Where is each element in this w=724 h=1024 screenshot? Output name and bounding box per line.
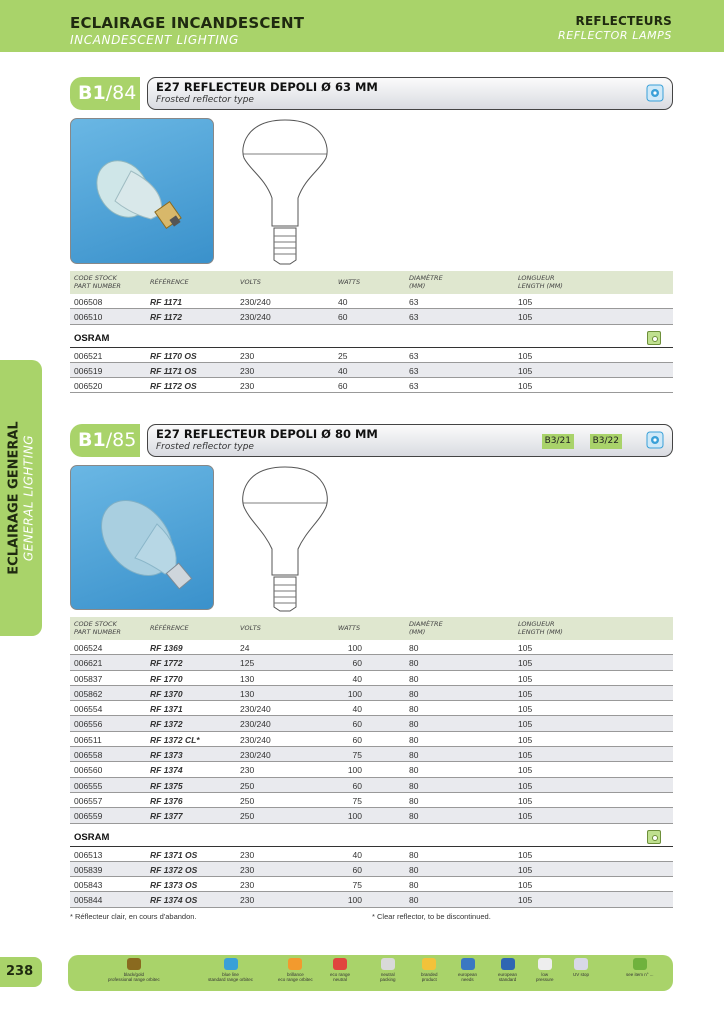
legend-icon — [422, 958, 436, 970]
col-stock — [74, 620, 121, 636]
cell-stock: 005839 — [74, 864, 103, 875]
cell-volts: 230 — [240, 864, 255, 875]
col-stock-label: CODE STOCK — [74, 620, 117, 628]
legend-label: black/gold — [123, 972, 145, 977]
legend-icon — [633, 958, 647, 970]
bulb-outline-drawing — [240, 118, 330, 266]
brand-table-body — [70, 348, 673, 394]
legend-item — [108, 958, 160, 982]
table-row — [70, 378, 673, 393]
cell-length: 105 — [518, 750, 533, 761]
col-part-label: PART NUMBER — [74, 628, 121, 636]
section-title-bar — [147, 424, 673, 457]
legend-label: low — [541, 972, 549, 977]
cell-stock: 005844 — [74, 895, 103, 906]
legend-label: branded — [421, 972, 438, 977]
cell-ref: RF 1372 OS — [150, 864, 198, 875]
code-prefix: B1 — [78, 82, 106, 104]
table-row — [70, 640, 673, 655]
col-diam-label: DIAMÈTRE — [409, 274, 443, 282]
cell-stock: 006520 — [74, 381, 103, 392]
legend-sublabel: needs — [461, 977, 474, 982]
legend-icon — [538, 958, 552, 970]
cell-length: 105 — [518, 895, 533, 906]
table-row — [70, 732, 673, 747]
cell-stock: 006513 — [74, 849, 103, 860]
col-diam — [409, 620, 443, 636]
legend-sublabel: professional range orbitec — [108, 977, 160, 982]
cell-watts: 60 — [352, 719, 362, 730]
cell-diam: 63 — [409, 381, 419, 392]
cell-length: 105 — [518, 297, 533, 307]
legend-item — [626, 958, 654, 977]
table-row — [70, 701, 673, 716]
cell-stock: 005862 — [74, 688, 103, 699]
legend-bar — [68, 955, 673, 991]
legend-sublabel: packing — [380, 977, 396, 982]
cell-length: 105 — [518, 673, 533, 684]
cell-diam: 80 — [409, 643, 419, 653]
legend-item — [380, 958, 396, 982]
cell-volts: 24 — [240, 643, 250, 653]
table-row — [70, 793, 673, 808]
cell-volts: 230 — [240, 365, 255, 376]
cell-diam: 80 — [409, 811, 419, 822]
reflector-bulb-photo-icon — [71, 119, 214, 264]
cell-volts: 230 — [240, 849, 255, 860]
cell-volts: 230 — [240, 880, 255, 891]
cell-length: 105 — [518, 312, 533, 323]
blue-line-icon — [646, 431, 664, 449]
page-number: 238 — [0, 957, 42, 987]
legend-sublabel: standard range orbitec — [208, 977, 254, 982]
cell-ref: RF 1369 — [150, 643, 183, 653]
legend-sublabel: pressure — [536, 977, 554, 982]
cell-diam: 80 — [409, 895, 419, 906]
col-watts: WATTS — [338, 624, 361, 632]
cell-ref: RF 1772 — [150, 658, 183, 669]
table-row — [70, 716, 673, 731]
header-category-en: REFLECTOR LAMPS — [558, 29, 672, 42]
col-length — [518, 620, 563, 636]
cell-volts: 250 — [240, 795, 255, 806]
cell-length: 105 — [518, 381, 533, 392]
cell-ref: RF 1374 — [150, 765, 183, 776]
cell-diam: 63 — [409, 312, 419, 323]
cell-ref: RF 1373 OS — [150, 880, 198, 891]
cell-diam: 80 — [409, 734, 419, 745]
legend-item — [421, 958, 438, 982]
table-row — [70, 363, 673, 378]
side-tab — [0, 360, 42, 636]
table-row — [70, 778, 673, 793]
cell-stock: 006556 — [74, 719, 103, 730]
col-diam-unit: (MM) — [409, 628, 426, 636]
cell-watts: 60 — [338, 312, 348, 323]
header-title-en: INCANDESCENT LIGHTING — [70, 33, 239, 47]
table-body — [70, 294, 673, 325]
table-row — [70, 808, 673, 823]
header-category-block — [558, 14, 672, 42]
header-title-block — [70, 14, 304, 47]
side-tab-fr: ECLAIRAGE GENERAL — [6, 421, 22, 575]
legend-sublabel: product — [421, 977, 437, 982]
cell-watts: 40 — [352, 704, 362, 715]
section-title: E27 REFLECTEUR DEPOLI Ø 63 MM — [156, 80, 378, 94]
legend-icon — [127, 958, 141, 970]
cell-diam: 63 — [409, 350, 419, 361]
side-tab-text — [7, 421, 36, 574]
cell-volts: 125 — [240, 658, 255, 669]
brand-icon — [647, 830, 661, 844]
col-stock — [74, 274, 121, 290]
table-row — [70, 862, 673, 877]
cell-watts: 60 — [352, 658, 362, 669]
brand-name: OSRAM — [74, 332, 110, 344]
cell-stock: 006511 — [74, 734, 102, 745]
cell-volts: 250 — [240, 780, 255, 791]
cell-watts: 60 — [352, 734, 362, 745]
cell-diam: 80 — [409, 750, 419, 761]
cell-stock: 006508 — [74, 297, 103, 307]
table-row — [70, 747, 673, 762]
cell-stock: 006559 — [74, 811, 103, 822]
table-row — [70, 348, 673, 363]
col-length-label: LONGUEUR — [518, 620, 555, 628]
col-diam-label: DIAMÈTRE — [409, 620, 443, 628]
cell-volts: 250 — [240, 811, 255, 822]
section-code-badge — [70, 77, 140, 110]
cell-volts: 130 — [240, 673, 255, 684]
cell-ref: RF 1171 OS — [150, 365, 197, 376]
cell-ref: RF 1372 — [150, 719, 183, 730]
col-length-label: LONGUEUR — [518, 274, 555, 282]
cell-watts: 25 — [338, 350, 348, 361]
cell-watts: 60 — [338, 381, 348, 392]
cell-length: 105 — [518, 880, 533, 891]
cell-ref: RF 1372 CL* — [150, 734, 200, 745]
col-length-en: LENGTH (MM) — [518, 628, 563, 636]
legend-icon — [501, 958, 515, 970]
section-subtitle: Frosted reflector type — [156, 95, 254, 105]
cell-diam: 80 — [409, 673, 419, 684]
legend-icon — [461, 958, 475, 970]
brand-name: OSRAM — [74, 831, 110, 843]
legend-item — [573, 958, 589, 977]
cell-ref: RF 1172 — [150, 312, 182, 323]
legend-icon — [574, 958, 588, 970]
table-section-1 — [70, 271, 673, 393]
legend-item — [208, 958, 253, 982]
legend-label: european — [458, 972, 478, 977]
cell-length: 105 — [518, 643, 533, 653]
cell-ref: RF 1171 — [150, 297, 182, 307]
col-diam-unit: (MM) — [409, 282, 426, 290]
legend-item — [278, 958, 313, 982]
col-part-label: PART NUMBER — [74, 282, 121, 290]
cell-watts: 100 — [347, 765, 362, 776]
cell-volts: 230/240 — [240, 312, 271, 323]
table-row — [70, 294, 673, 309]
legend-sublabel: eco range orbitec — [278, 977, 313, 982]
cell-length: 105 — [518, 719, 533, 730]
cell-volts: 230/240 — [240, 297, 271, 307]
cell-watts: 100 — [347, 643, 362, 653]
cell-diam: 80 — [409, 795, 419, 806]
legend-label: see item n° ... — [626, 972, 654, 977]
cell-watts: 40 — [352, 673, 362, 684]
cell-stock: 005837 — [74, 673, 103, 684]
product-photo — [70, 465, 214, 610]
col-ref: RÉFÉRENCE — [150, 278, 189, 286]
col-stock-label: CODE STOCK — [74, 274, 117, 282]
reflector-bulb-photo-icon — [71, 466, 214, 610]
cell-stock: 006555 — [74, 780, 103, 791]
section-title: E27 REFLECTEUR DEPOLI Ø 80 MM — [156, 427, 378, 441]
cell-ref: RF 1770 — [150, 673, 183, 684]
cell-volts: 230 — [240, 895, 255, 906]
cell-watts: 40 — [338, 297, 348, 307]
cell-length: 105 — [518, 704, 533, 715]
brand-table-body — [70, 847, 673, 908]
cross-ref-b3-21[interactable]: B3/21 — [542, 434, 574, 449]
code-suffix: /85 — [105, 429, 137, 451]
cell-stock: 005843 — [74, 880, 103, 891]
footnote-fr: * Réflecteur clair, en cours d'abandon. — [70, 912, 197, 921]
cell-watts: 60 — [352, 864, 362, 875]
col-volts: VOLTS — [240, 624, 261, 632]
cell-ref: RF 1373 — [150, 750, 183, 761]
legend-item — [536, 958, 554, 982]
brand-icon — [647, 331, 661, 345]
table-header — [70, 617, 673, 640]
cell-stock: 006621 — [74, 658, 103, 669]
cell-ref: RF 1172 OS — [150, 381, 197, 392]
cell-volts: 230 — [240, 350, 255, 361]
legend-item — [498, 958, 517, 982]
cell-diam: 63 — [409, 365, 419, 376]
cell-stock: 006510 — [74, 312, 103, 323]
cell-watts: 75 — [352, 750, 362, 761]
cell-watts: 100 — [347, 895, 362, 906]
legend-label: blue line — [222, 972, 239, 977]
cell-length: 105 — [518, 780, 533, 791]
blue-line-icon — [646, 84, 664, 102]
cell-ref: RF 1371 OS — [150, 849, 198, 860]
legend-icon — [224, 958, 238, 970]
cell-volts: 230/240 — [240, 734, 271, 745]
cell-volts: 230 — [240, 381, 255, 392]
table-row — [70, 877, 673, 892]
col-volts: VOLTS — [240, 278, 261, 286]
cell-stock: 006521 — [74, 350, 103, 361]
legend-item — [330, 958, 350, 982]
section-code-badge — [70, 424, 140, 457]
table-row — [70, 671, 673, 686]
legend-icon — [288, 958, 302, 970]
cell-diam: 80 — [409, 688, 419, 699]
table-row — [70, 655, 673, 670]
col-length-en: LENGTH (MM) — [518, 282, 563, 290]
product-photo — [70, 118, 214, 264]
cell-stock: 006560 — [74, 765, 103, 776]
cell-ref: RF 1375 — [150, 780, 183, 791]
cell-diam: 63 — [409, 297, 419, 307]
code-prefix: B1 — [78, 429, 106, 451]
table-header — [70, 271, 673, 294]
cell-diam: 80 — [409, 704, 419, 715]
legend-icon — [333, 958, 347, 970]
cell-diam: 80 — [409, 849, 419, 860]
cell-diam: 80 — [409, 719, 419, 730]
cell-diam: 80 — [409, 658, 419, 669]
cell-volts: 130 — [240, 688, 255, 699]
legend-sublabel: neutral — [333, 977, 347, 982]
cell-ref: RF 1170 OS — [150, 350, 197, 361]
table-row — [70, 892, 673, 907]
code-suffix: /84 — [105, 82, 137, 104]
col-watts: WATTS — [338, 278, 361, 286]
cell-watts: 100 — [347, 811, 362, 822]
cell-length: 105 — [518, 658, 533, 669]
cell-stock: 006554 — [74, 704, 103, 715]
cell-ref: RF 1377 — [150, 811, 183, 822]
brand-row — [70, 828, 673, 847]
header-band — [0, 0, 724, 52]
cell-length: 105 — [518, 365, 533, 376]
cell-length: 105 — [518, 350, 533, 361]
header-title-fr: ECLAIRAGE INCANDESCENT — [70, 14, 305, 32]
cell-diam: 80 — [409, 880, 419, 891]
cell-diam: 80 — [409, 864, 419, 875]
col-diam — [409, 274, 443, 290]
cell-length: 105 — [518, 734, 533, 745]
table-section-2 — [70, 617, 673, 908]
legend-label: neutral — [380, 972, 395, 977]
cell-ref: RF 1374 OS — [150, 895, 198, 906]
cell-volts: 230/240 — [240, 719, 271, 730]
cell-length: 105 — [518, 811, 533, 822]
table-body — [70, 640, 673, 824]
col-ref: RÉFÉRENCE — [150, 624, 189, 632]
cell-watts: 75 — [352, 795, 362, 806]
col-length — [518, 274, 563, 290]
cell-ref: RF 1371 — [150, 704, 183, 715]
cross-ref-b3-22[interactable]: B3/22 — [590, 434, 622, 449]
table-row — [70, 686, 673, 701]
cell-diam: 80 — [409, 765, 419, 776]
table-row — [70, 762, 673, 777]
brand-row — [70, 329, 673, 348]
cell-watts: 60 — [352, 780, 362, 791]
cell-stock: 006557 — [74, 795, 103, 806]
cell-ref: RF 1376 — [150, 795, 183, 806]
legend-sublabel: standard — [498, 977, 517, 982]
bulb-outline-drawing — [240, 465, 330, 613]
cell-watts: 40 — [338, 365, 348, 376]
legend-label: brillance — [287, 972, 304, 977]
footnote-en: * Clear reflector, to be discontinued. — [372, 912, 491, 921]
header-category-fr: REFLECTEURS — [575, 14, 672, 28]
legend-label: eco range — [330, 972, 351, 977]
legend-icon — [381, 958, 395, 970]
table-row — [70, 847, 673, 862]
cell-watts: 75 — [352, 880, 362, 891]
table-row — [70, 309, 673, 324]
legend-label: UV stop — [573, 972, 590, 977]
cell-length: 105 — [518, 765, 533, 776]
legend-item — [458, 958, 477, 982]
section-title-bar — [147, 77, 673, 110]
cell-length: 105 — [518, 688, 533, 699]
section-subtitle: Frosted reflector type — [156, 442, 254, 452]
cell-stock: 006519 — [74, 365, 103, 376]
cell-volts: 230/240 — [240, 750, 271, 761]
cell-length: 105 — [518, 864, 533, 875]
cell-volts: 230 — [240, 765, 255, 776]
legend-label: european — [498, 972, 518, 977]
cell-length: 105 — [518, 849, 533, 860]
cell-diam: 80 — [409, 780, 419, 791]
cell-ref: RF 1370 — [150, 688, 183, 699]
cell-watts: 40 — [352, 849, 362, 860]
cell-volts: 230/240 — [240, 704, 271, 715]
cell-length: 105 — [518, 795, 533, 806]
cell-stock: 006524 — [74, 643, 103, 653]
cell-watts: 100 — [347, 688, 362, 699]
side-tab-en: GENERAL LIGHTING — [21, 434, 36, 562]
cell-stock: 006558 — [74, 750, 103, 761]
